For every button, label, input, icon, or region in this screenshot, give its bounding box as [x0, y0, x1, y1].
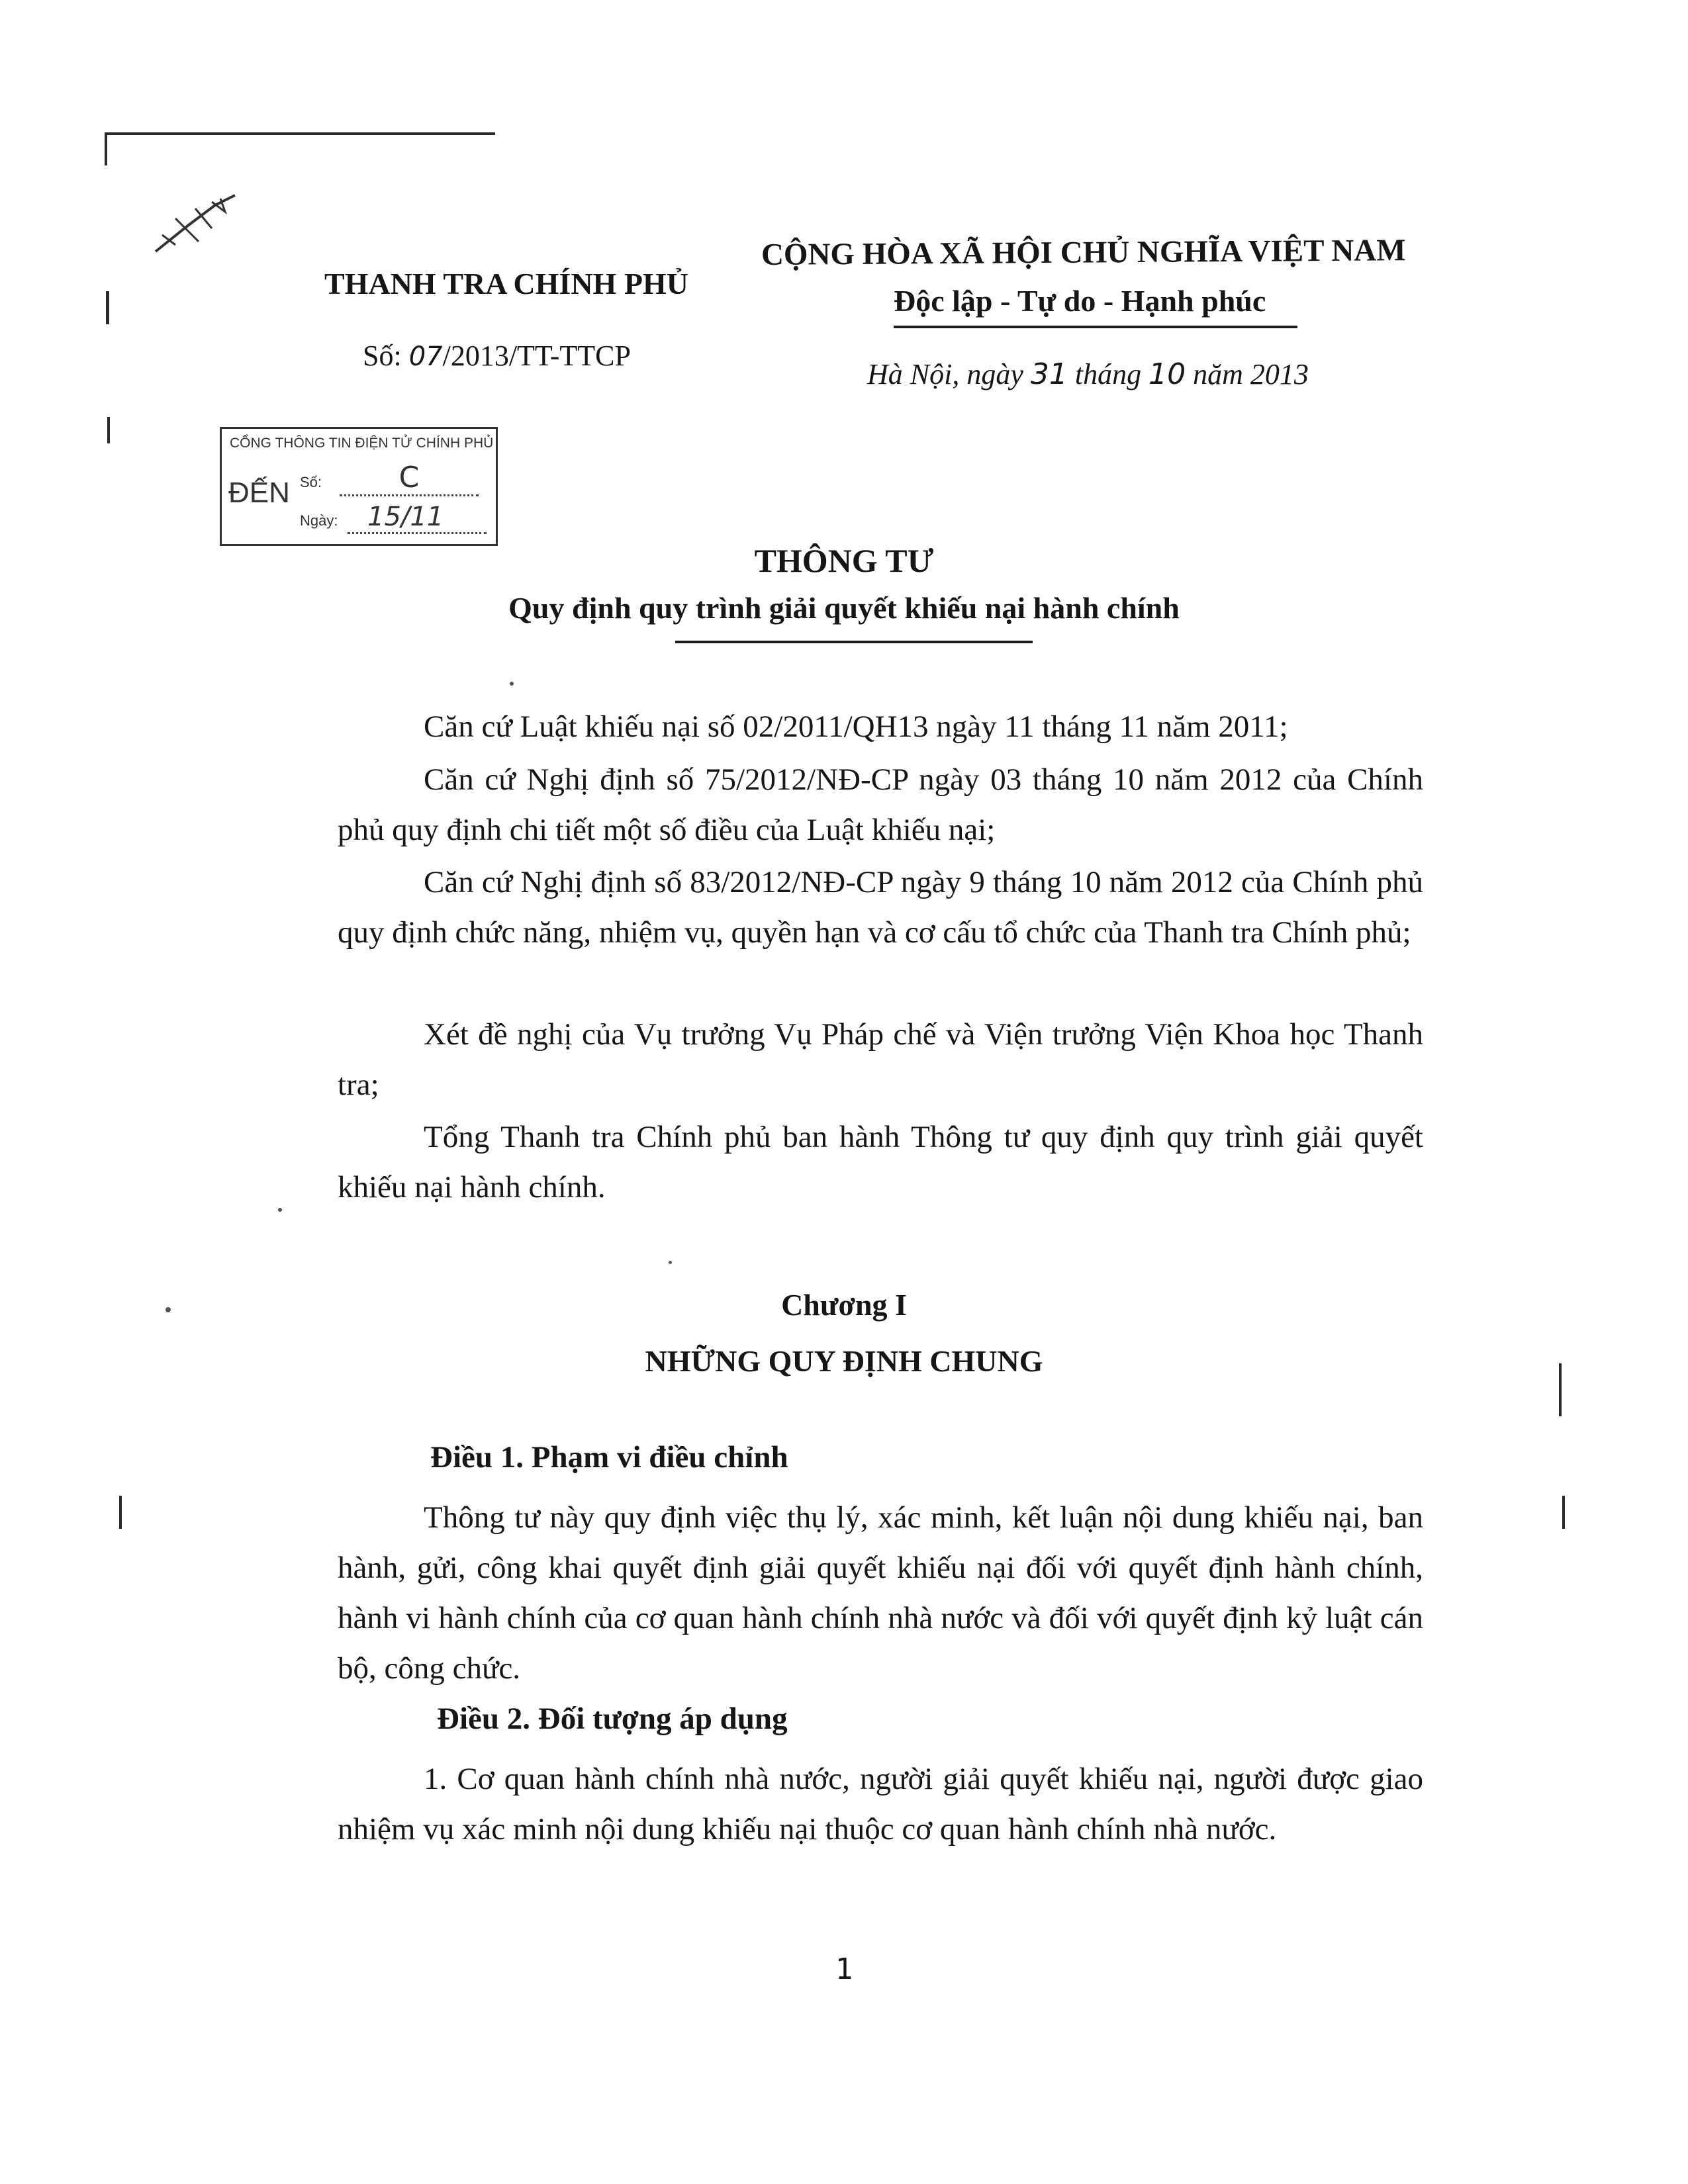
- date-month: 10: [1149, 357, 1186, 391]
- preamble-paragraph: Căn cứ Luật khiếu nại số 02/2011/QH13 ngày 11 tháng 11 năm 2011;: [424, 709, 1288, 744]
- preamble-paragraph: Tổng Thanh tra Chính phủ ban hành Thông tư quy định quy trình giải quyết khiếu nại hành chính.: [338, 1120, 1423, 1205]
- scan-margin-mark: [119, 1496, 122, 1529]
- article-2-item-1: 1. Cơ quan hành chính nhà nước, người giải quyết khiếu nại, người được giao nhiệm vụ xác minh nội dung khiếu nại thuộc cơ quan hành chính nhà nước.: [338, 1762, 1423, 1846]
- scan-speck: [510, 682, 514, 686]
- document-number: [363, 339, 631, 373]
- page-number: 1: [835, 1952, 853, 1986]
- chapter-label: Chương I: [781, 1288, 907, 1322]
- article-1-body: Thông tư này quy định việc thụ lý, xác minh, kết luận nội dung khiếu nại, ban hành, gửi, công khai quyết định giải quyết khiếu nại đối với quyết định hành chính, hành vi hành chính của cơ quan hành chính nhà nước và đối với quyết định kỷ luật cán bộ, công chức.: [338, 1500, 1423, 1686]
- date-month-label: tháng: [1074, 358, 1142, 390]
- stamp-number-label: Số:: [300, 474, 322, 490]
- country-name: CỘNG HÒA XÃ HỘI CHỦ NGHĨA VIỆT NAM: [761, 233, 1406, 272]
- preamble-paragraph: Căn cứ Nghị định số 75/2012/NĐ-CP ngày 03 tháng 10 năm 2012 của Chính phủ quy định chi tiết một số điều của Luật khiếu nại;: [338, 762, 1423, 847]
- handwritten-mark-icon: [149, 189, 242, 261]
- date-day: 31: [1030, 357, 1068, 391]
- issuing-agency: THANH TRA CHÍNH PHỦ: [324, 267, 688, 300]
- document-title: THÔNG TƯ: [754, 542, 934, 579]
- scan-margin-mark: [107, 417, 110, 443]
- scan-corner-line: [105, 132, 495, 135]
- article-2-title: Điều 2. Đối tượng áp dụng: [437, 1702, 788, 1736]
- document-number-prefix: Số:: [363, 340, 402, 372]
- date-place: Hà Nội, ngày: [867, 358, 1023, 390]
- motto-underline: [894, 326, 1297, 328]
- stamp-den-label: ĐẾN: [228, 477, 290, 509]
- receipt-stamp: [220, 427, 498, 546]
- preamble-paragraph: Xét đề nghị của Vụ trưởng Vụ Pháp chế và Viện trưởng Viện Khoa học Thanh tra;: [338, 1017, 1423, 1102]
- stamp-date-label: Ngày:: [300, 512, 338, 529]
- scan-margin-mark: [1562, 1496, 1565, 1529]
- date-line: [867, 357, 1309, 391]
- scan-speck: [278, 1208, 282, 1212]
- chapter-name: NHỮNG QUY ĐỊNH CHUNG: [645, 1344, 1043, 1378]
- stamp-date-value: 15/11: [348, 502, 487, 534]
- article-1-title: Điều 1. Phạm vi điều chỉnh: [430, 1440, 788, 1475]
- document-subtitle: Quy định quy trình giải quyết khiếu nại hành chính: [508, 591, 1180, 625]
- stamp-header: CỔNG THÔNG TIN ĐIỆN TỬ CHÍNH PHỦ: [230, 435, 494, 451]
- document-number-handwritten: 07: [408, 341, 443, 372]
- national-motto: Độc lập - Tự do - Hạnh phúc: [894, 284, 1266, 318]
- scan-speck: [669, 1261, 672, 1264]
- document-number-suffix: /2013/TT-TTCP: [442, 340, 631, 372]
- stamp-number-value: C: [340, 461, 479, 496]
- date-year: năm 2013: [1193, 358, 1309, 390]
- scan-corner-tick: [105, 132, 107, 165]
- scan-margin-mark: [106, 291, 109, 324]
- subtitle-underline: [675, 641, 1033, 643]
- preamble-paragraph: Căn cứ Nghị định số 83/2012/NĐ-CP ngày 9 tháng 10 năm 2012 của Chính phủ quy định chức năng, nhiệm vụ, quyền hạn và cơ cấu tổ chức của Thanh tra Chính phủ;: [338, 865, 1423, 950]
